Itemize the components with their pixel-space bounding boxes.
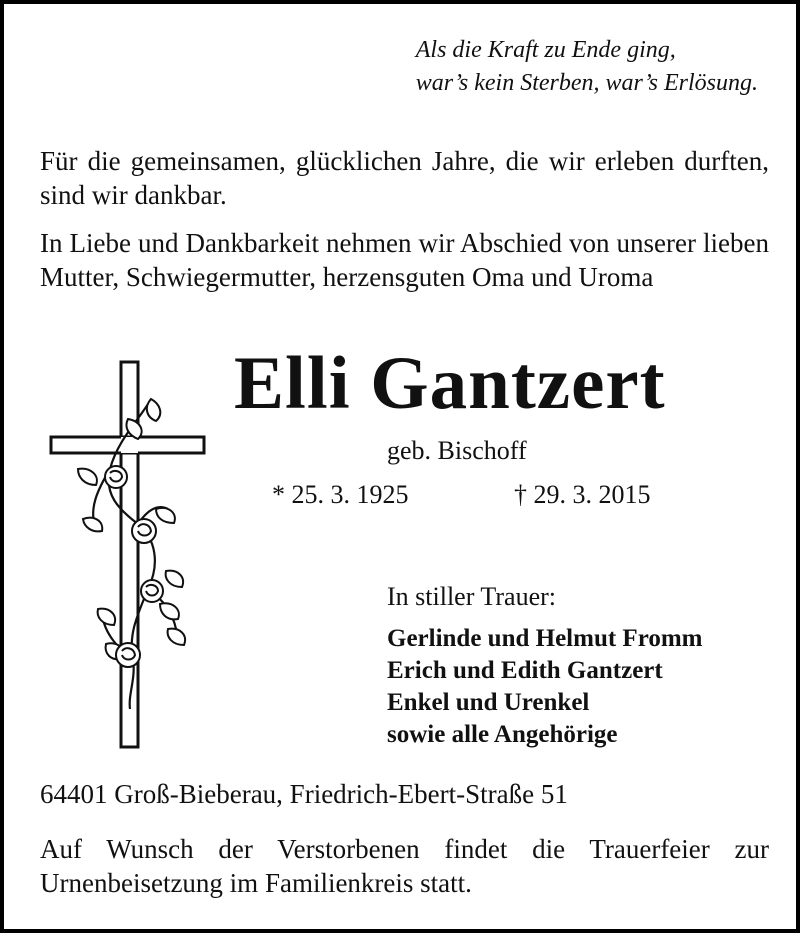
motto-line-2: war’s kein Sterben, war’s Erlösung.	[415, 70, 758, 96]
family-address: 64401 Groß-Bieberau, Friedrich-Ebert-Straße 51	[40, 779, 568, 809]
motto-verse	[416, 34, 758, 100]
gratitude-paragraph: Für die gemeinsamen, glücklichen Jahre, die wir erleben durften, sind wir dankbar.	[40, 146, 769, 210]
death-date: † 29. 3. 2015	[514, 480, 651, 509]
mourning-label: In stiller Trauer:	[387, 582, 556, 611]
maiden-name: geb. Bischoff	[387, 436, 527, 465]
farewell-paragraph: In Liebe und Dankbarkeit nehmen wir Abschied von unserer lieben Mutter, Schwiegermutter, herzensguten Oma und Uroma	[40, 228, 769, 292]
mourner-line: Enkel und Urenkel	[387, 689, 590, 716]
mourners-list	[387, 623, 703, 751]
deceased-name: Elli Gantzert	[234, 342, 666, 425]
mourner-line: sowie alle Angehörige	[387, 721, 618, 748]
birth-date: * 25. 3. 1925	[272, 480, 409, 509]
motto-line-1: Als die Kraft zu Ende ging,	[415, 37, 676, 63]
mourner-line: Gerlinde und Helmut Fromm	[387, 625, 703, 652]
cross-with-roses-icon	[48, 359, 208, 754]
mourner-line: Erich und Edith Gantzert	[387, 657, 663, 684]
funeral-note-paragraph: Auf Wunsch der Verstorbenen findet die Trauerfeier zur Urnenbeisetzung im Familienkreis statt.	[40, 834, 769, 898]
